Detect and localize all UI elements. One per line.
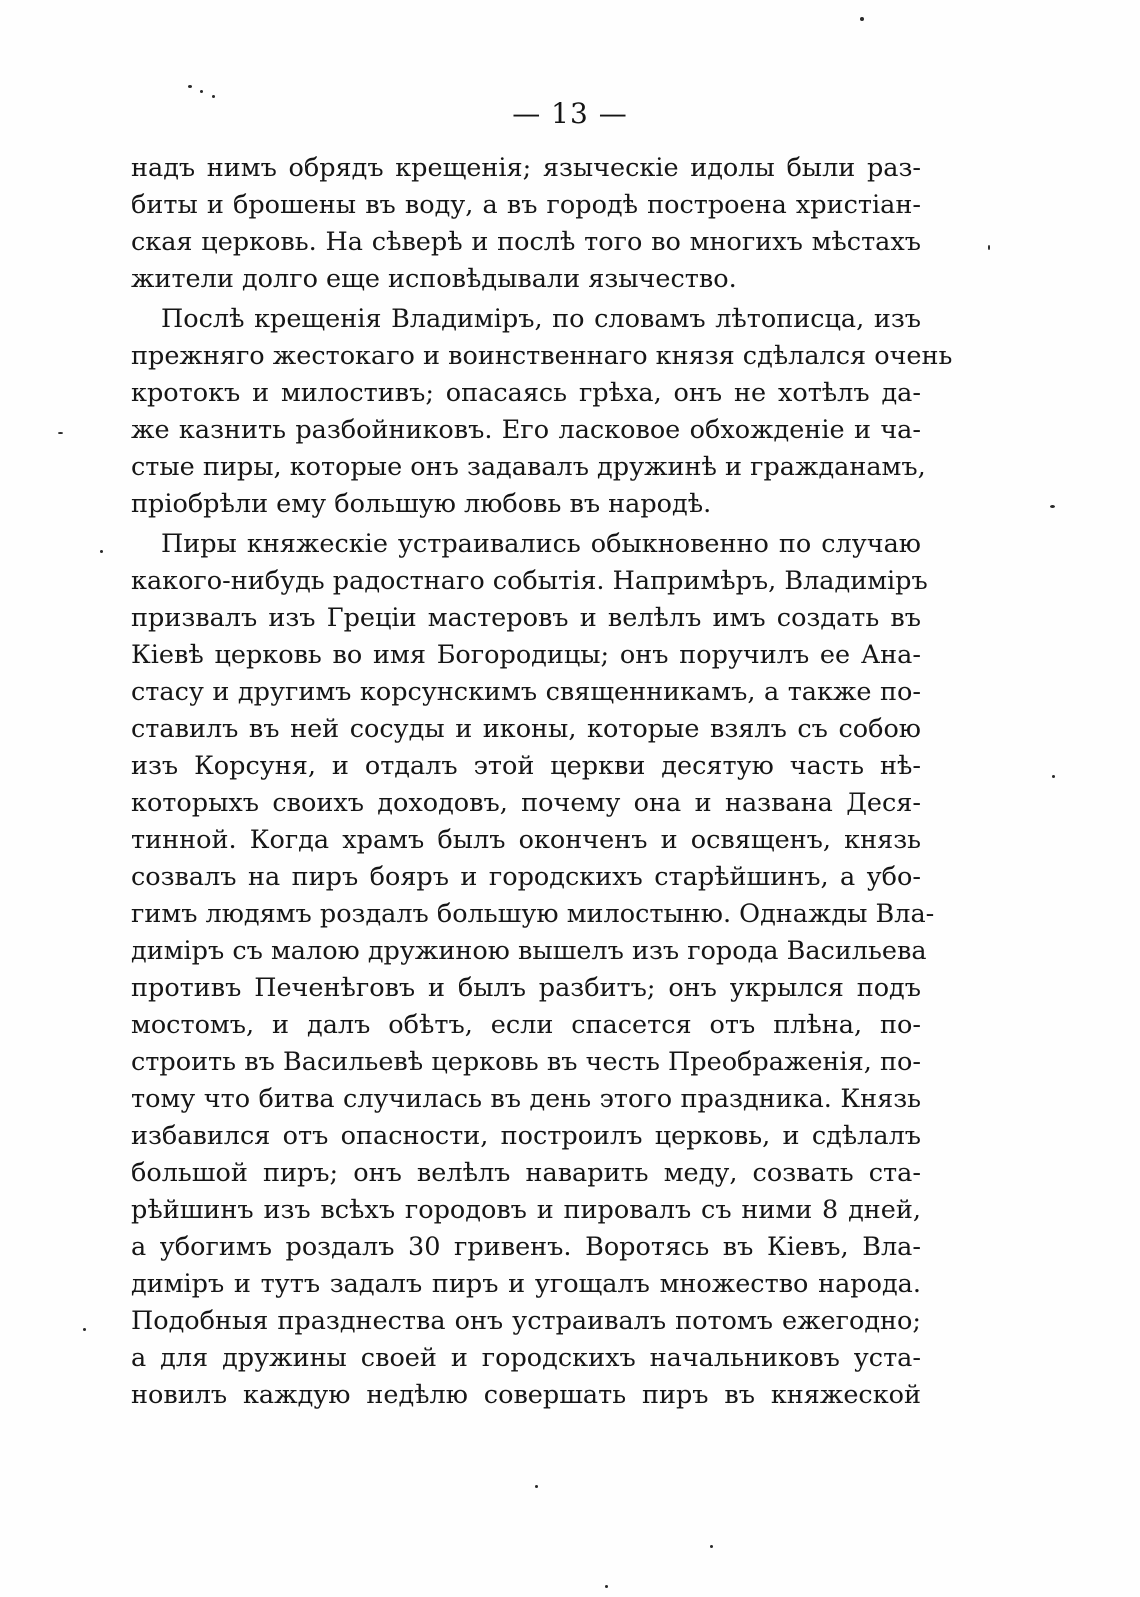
text-line: диміръ и тутъ задалъ пиръ и угощалъ множество народа. xyxy=(131,1269,921,1299)
text-line: диміръ съ малою дружиною вышелъ изъ города Васильева xyxy=(131,936,927,966)
scan-speck xyxy=(988,245,990,250)
scan-speck xyxy=(212,95,215,98)
text-line: какого-нибудь радостнаго событія. Напримѣръ, Владиміръ xyxy=(131,566,928,596)
text-line: прежняго жестокаго и воинственнаго князя сдѣлался очень xyxy=(131,341,953,371)
text-line: а для дружины своей и городскихъ начальниковъ уста- xyxy=(131,1343,921,1373)
scan-speck xyxy=(860,17,864,21)
text-line: изъ Корсуня, и отдалъ этой церкви десятую часть нѣ- xyxy=(131,751,921,781)
text-line: ставилъ въ ней сосуды и иконы, которые взялъ съ собою xyxy=(131,714,921,744)
text-line: рѣйшинъ изъ всѣхъ городовъ и пировалъ съ ними 8 дней, xyxy=(131,1195,921,1225)
text-line: биты и брошены въ воду, а въ городѣ построена христіан- xyxy=(131,190,921,220)
scan-speck xyxy=(535,1485,538,1488)
paragraph-2 xyxy=(131,301,953,523)
text-line: тинной. Когда храмъ былъ оконченъ и освященъ, князь xyxy=(131,825,921,855)
text-line: тому что битва случилась въ день этого праздника. Князь xyxy=(131,1084,921,1114)
scan-speck xyxy=(710,1545,713,1548)
text-line: созвалъ на пиръ бояръ и городскихъ старѣйшинъ, а убо- xyxy=(131,862,921,892)
text-line: противъ Печенѣговъ и былъ разбитъ; онъ укрылся подъ xyxy=(131,973,921,1003)
scan-speck xyxy=(100,550,103,553)
scan-speck xyxy=(605,1585,608,1588)
text-line: а убогимъ роздалъ 30 гривенъ. Воротясь въ Кіевъ, Вла- xyxy=(131,1232,921,1262)
body-text xyxy=(131,150,953,1414)
text-line: стасу и другимъ корсунскимъ священникамъ, а также по- xyxy=(131,677,921,707)
scan-speck xyxy=(1052,775,1055,778)
text-line: новилъ каждую недѣлю совершать пиръ въ княжеской xyxy=(131,1380,921,1410)
text-line: избавился отъ опасности, построилъ церковь, и сдѣлалъ xyxy=(131,1121,921,1151)
text-line: гимъ людямъ роздалъ большую милостыню. Однажды Вла- xyxy=(131,899,935,929)
scan-speck xyxy=(58,432,63,434)
text-line: Послѣ крещенія Владиміръ, по словамъ лѣтописца, изъ xyxy=(161,304,921,334)
text-line: жители долго еще исповѣдывали язычество. xyxy=(131,264,737,294)
text-line: же казнить разбойниковъ. Его ласковое обхожденіе и ча- xyxy=(131,415,921,445)
text-line: строить въ Васильевѣ церковь въ честь Преображенія, по- xyxy=(131,1047,921,1077)
text-line: мостомъ, и далъ обѣтъ, если спасется отъ плѣна, по- xyxy=(131,1010,921,1040)
text-line: пріобрѣли ему большую любовь въ народѣ. xyxy=(131,489,712,519)
text-line: большой пиръ; онъ велѣлъ наварить меду, созвать ста- xyxy=(131,1158,921,1188)
paragraph-1 xyxy=(131,150,921,298)
scan-speck xyxy=(188,85,192,88)
scan-speck xyxy=(1050,505,1055,508)
text-line: стые пиры, которые онъ задавалъ дружинѣ и гражданамъ, xyxy=(131,452,926,482)
text-line: Пиры княжескіе устраивались обыкновенно по случаю xyxy=(161,529,921,559)
page-number: — 13 — xyxy=(512,97,628,130)
text-line: ская церковь. На сѣверѣ и послѣ того во многихъ мѣстахъ xyxy=(131,227,921,257)
scan-speck xyxy=(83,1328,86,1331)
scan-speck xyxy=(200,90,203,93)
text-line: которыхъ своихъ доходовъ, почему она и названа Деся- xyxy=(131,788,921,818)
paragraph-3 xyxy=(131,526,935,1414)
text-line: призвалъ изъ Греціи мастеровъ и велѣлъ имъ создать въ xyxy=(131,603,921,633)
text-line: кротокъ и милостивъ; опасаясь грѣха, онъ не хотѣлъ да- xyxy=(131,378,921,408)
text-line: Кіевѣ церковь во имя Богородицы; онъ поручилъ ее Ана- xyxy=(131,640,921,670)
text-line: надъ нимъ обрядъ крещенія; языческіе идолы были раз- xyxy=(131,153,921,183)
text-line: Подобныя празднества онъ устраивалъ потомъ ежегодно; xyxy=(131,1306,921,1336)
